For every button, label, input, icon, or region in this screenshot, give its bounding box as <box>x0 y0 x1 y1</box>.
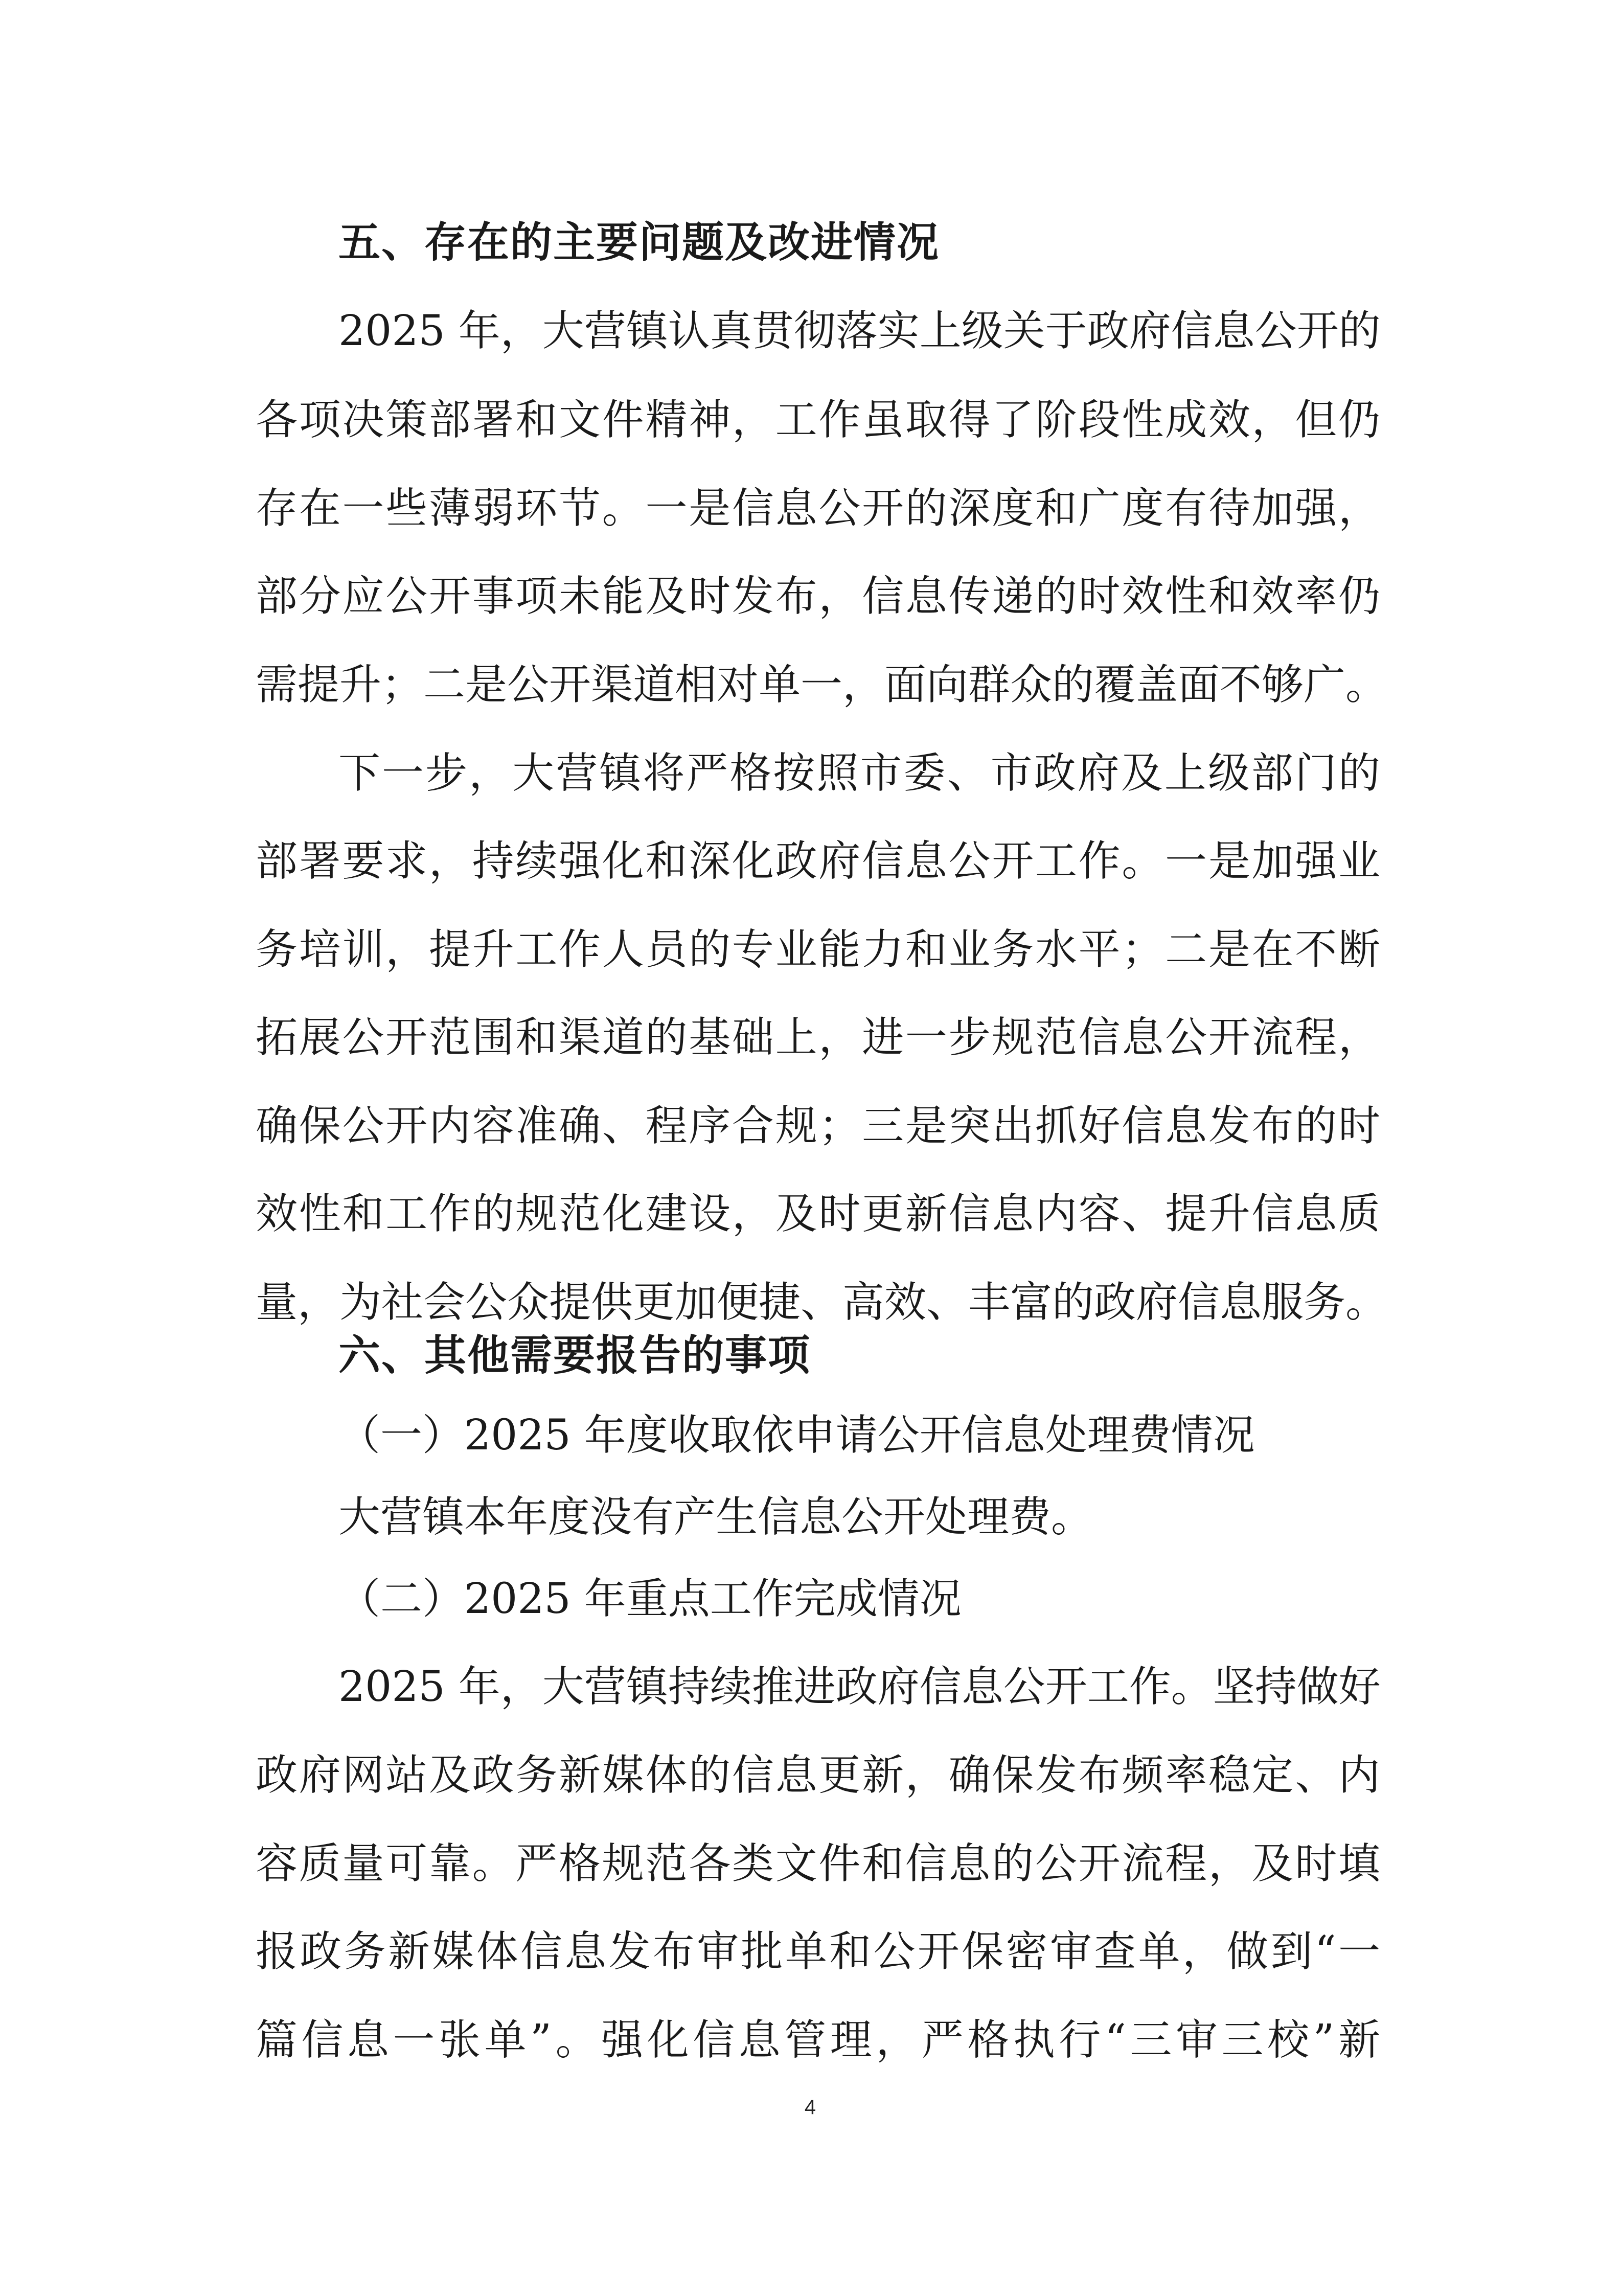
subsection-1-title: （一）2025 年度收取依申请公开信息处理费情况 <box>338 1411 1255 1460</box>
paragraph-line-text: 量，为社会公众提供更加便捷、高效、丰富的政府信息服务。 <box>256 1278 1388 1327</box>
paragraph-line-text: 2025 年，大营镇认真贯彻落实上级关于政府信息公开的 <box>338 307 1381 355</box>
paragraph-line-text: 确保公开内容准确、程序合规；三是突出抓好信息发布的时 <box>256 1102 1380 1150</box>
subsection-title <box>0 1405 1622 1466</box>
paragraph-line-text: 各项决策部署和文件精神，工作虽取得了阶段性成效，但仍 <box>256 396 1380 444</box>
paragraph-line-text: 务培训，提升工作人员的专业能力和业务水平；二是在不断 <box>256 925 1380 974</box>
paragraph-line-text: 拓展公开范围和渠道的基础上，进一步规范信息公开流程， <box>256 1013 1380 1062</box>
paragraph-line <box>0 919 1622 981</box>
subsection-2-title: （二）2025 年重点工作完成情况 <box>338 1575 962 1623</box>
section-heading <box>0 212 1622 274</box>
paragraph-line <box>0 478 1622 539</box>
paragraph-line <box>0 1656 1622 1718</box>
paragraph-line <box>0 2010 1622 2071</box>
paragraph-line-text: 需提升；二是公开渠道相对单一，面向群众的覆盖面不够广。 <box>256 661 1388 709</box>
paragraph-line <box>0 654 1622 716</box>
subsection-title <box>0 1568 1622 1630</box>
paragraph-line <box>0 1921 1622 1983</box>
paragraph-line <box>0 301 1622 362</box>
paragraph-line <box>0 390 1622 451</box>
paragraph-line-text: 存在一些薄弱环节。一是信息公开的深度和广度有待加强， <box>256 484 1380 533</box>
paragraph-line <box>0 1745 1622 1806</box>
paragraph-line-text: 2025 年，大营镇持续推进政府信息公开工作。坚持做好 <box>338 1663 1381 1711</box>
paragraph-line-text: 报政务新媒体信息发布审批单和公开保密审查单，做到“一 <box>256 1927 1380 1976</box>
paragraph-line-text: 政府网站及政务新媒体的信息更新，确保发布频率稳定、内 <box>256 1751 1380 1800</box>
paragraph-line <box>0 743 1622 804</box>
paragraph-line <box>0 1184 1622 1245</box>
section-6-heading: 六、其他需要报告的事项 <box>338 1331 811 1380</box>
paragraph-line-text: 下一步，大营镇将严格按照市委、市政府及上级部门的 <box>338 749 1380 798</box>
paragraph-line <box>0 831 1622 892</box>
paragraph-line-text: 篇信息一张单”。强化信息管理，严格执行“三审三校”新 <box>256 2016 1380 2064</box>
paragraph-line <box>0 1096 1622 1157</box>
paragraph-line <box>0 1272 1622 1333</box>
paragraph-line-text: 效性和工作的规范化建设，及时更新信息内容、提升信息质 <box>256 1190 1380 1238</box>
paragraph-line <box>0 1487 1622 1548</box>
paragraph-line <box>0 1833 1622 1895</box>
section-5-heading: 五、存在的主要问题及改进情况 <box>338 218 940 267</box>
paragraph-line <box>0 566 1622 627</box>
section-heading <box>0 1325 1622 1386</box>
paragraph-line-text: 容质量可靠。严格规范各类文件和信息的公开流程，及时填 <box>256 1839 1380 1888</box>
paragraph-line-text: 部署要求，持续强化和深化政府信息公开工作。一是加强业 <box>256 837 1380 885</box>
paragraph-line <box>0 1007 1622 1069</box>
paragraph-line-text: 部分应公开事项未能及时发布，信息传递的时效性和效率仍 <box>256 572 1380 621</box>
subsection-1-text: 大营镇本年度没有产生信息公开处理费。 <box>338 1493 1093 1541</box>
page-number: 4 <box>804 2096 816 2119</box>
